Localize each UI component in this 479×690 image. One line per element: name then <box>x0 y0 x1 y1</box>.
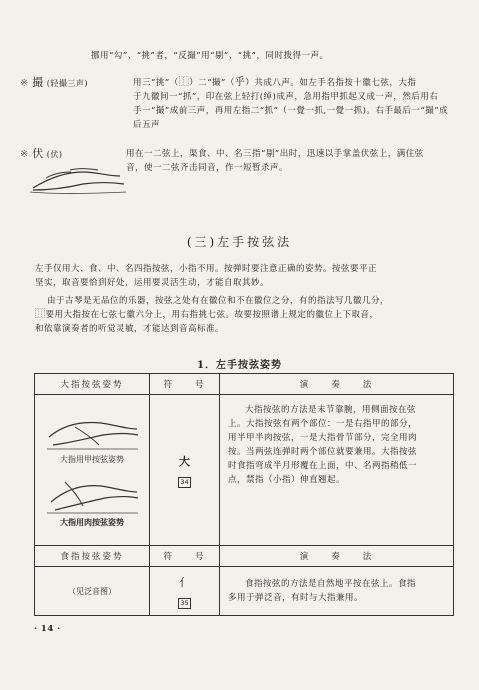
hand-caption: 大指用甲按弦姿势 <box>60 455 124 464</box>
entry-line: 用在一二弦上，渠食、中、名三指“剔”出时，迅速以手掌盖伏弦上，满住弦 <box>126 149 424 159</box>
entry-glyph: 乎 <box>234 77 246 88</box>
table-row <box>35 567 454 616</box>
method-line: 时食指弯成半月形覆在上面，中、名两指稍低一 <box>228 461 418 471</box>
entry-line: 音，使一二弦齐击同音，作一短暂杀声。 <box>126 163 289 173</box>
entry-line: 于九徽间一“抓”，印在弦上轻打(绰)成声，急用指甲抓起又成一声，然后用右 <box>133 92 439 102</box>
para-line: 左手仅用大、食、中、名四指按弦，小指不用。按弹时要注意正确的姿势。按弦要平正 <box>35 264 378 274</box>
section-title: (三)左手按弦法 <box>186 235 293 249</box>
symbol-number: 35 <box>180 598 189 607</box>
method-cell <box>220 395 454 546</box>
hand-caption: 大指用肉按弦姿势 <box>60 517 124 527</box>
hand-illustration-flesh <box>45 476 140 516</box>
method-line: 食指按弦的方法是自然地平按在弦上。食指 <box>245 579 417 589</box>
para-line: 由于古琴是无品位的乐器，按弦之处有在徽位和不在徽位之分，有的指法写几徽几分， <box>47 296 390 306</box>
fingering-table <box>34 373 454 616</box>
entry-text <box>126 147 462 175</box>
entry-line <box>133 76 463 90</box>
method-line: 多用于弹泛音，有时与大指兼用。 <box>228 593 364 603</box>
entry-term-row <box>20 76 88 91</box>
top-line: 挪用“勾”、“挑”者，“反撮”用“剔”、“挑”，同时拨得一声。 <box>91 51 329 61</box>
symbol-cell <box>150 395 220 546</box>
method-line: 用半甲半肉按弦，一是大指骨节部分，完全用肉 <box>228 433 418 443</box>
method-line: 点，禁指（小指）伸直翘起。 <box>228 475 346 485</box>
header-cell: 大指按弦姿势 <box>35 374 150 395</box>
para-line-part: 要用大指按在七弦七徽六分上，用右指挑七弦。故要按照谱上规定的徽位上下取音， <box>45 310 379 320</box>
method-line: 上。大指按弦有两个部位：一是右指甲的部分， <box>228 419 418 429</box>
entry-mark-icon: ※ <box>20 149 29 160</box>
para-line: 坚实，取音要恰到好处，运用要灵活生动，才能自取其妙。 <box>35 278 270 288</box>
entry-term-note: (轻撮三声) <box>46 79 89 88</box>
table-title: 1．左手按弦姿势 <box>197 360 282 371</box>
entry-glyph: ⿰ <box>178 77 190 88</box>
para-glyph: ⿲ <box>35 309 46 320</box>
entry-term: 撮 <box>32 76 44 89</box>
header-cell: 食指按弦姿势 <box>35 546 150 567</box>
entry-line: 后五声 <box>133 120 161 130</box>
para-line: 和依靠演奏者的听觉灵敏，才能达到音高标准。 <box>35 324 225 334</box>
header-cell: 演 奏 法 <box>220 374 454 395</box>
para-line <box>35 308 465 322</box>
entry-line-part: ）共成八声。如左手名指按十徽七弦，大指 <box>245 78 417 88</box>
method-line: 按。当两弦连弹时两个部位就要兼用。大指按弦 <box>228 447 418 457</box>
hand-illustration-nail <box>45 415 140 453</box>
symbol-cell <box>150 567 220 616</box>
entry-line-part: ）二“撮”（ <box>189 78 235 88</box>
caption-cell: （见泛音图） <box>35 567 150 616</box>
method-cell <box>220 567 454 616</box>
entry-text <box>133 76 463 132</box>
hand-cell <box>35 395 150 546</box>
finger-symbol: 大 <box>179 454 190 468</box>
entry-term: 伏 <box>32 147 44 160</box>
header-cell: 符 号 <box>150 374 220 395</box>
entry-term-note: (伏) <box>46 150 63 159</box>
page-number: · 14 · <box>34 624 61 634</box>
method-line: 大指按弦的方法是末节靠腕，用侧面按在弦 <box>245 405 417 415</box>
header-cell: 符 号 <box>150 546 220 567</box>
table-header-row <box>35 374 454 395</box>
finger-symbol: 亻 <box>179 575 190 589</box>
table-header-row <box>35 546 454 567</box>
header-cell: 演 奏 法 <box>220 546 454 567</box>
hand-illustration-fu <box>28 160 128 200</box>
table-row <box>35 395 454 546</box>
symbol-number: 34 <box>180 477 189 486</box>
entry-line: 手一“撮”成前三声，再用左指二“抓”（一覺一抓,一覺一抓)。右手最后一“撮”成 <box>133 106 449 116</box>
entry-line-part: 用三“挑”（ <box>133 78 179 88</box>
entry-mark-icon: ※ <box>20 78 29 89</box>
paragraph <box>35 262 465 336</box>
